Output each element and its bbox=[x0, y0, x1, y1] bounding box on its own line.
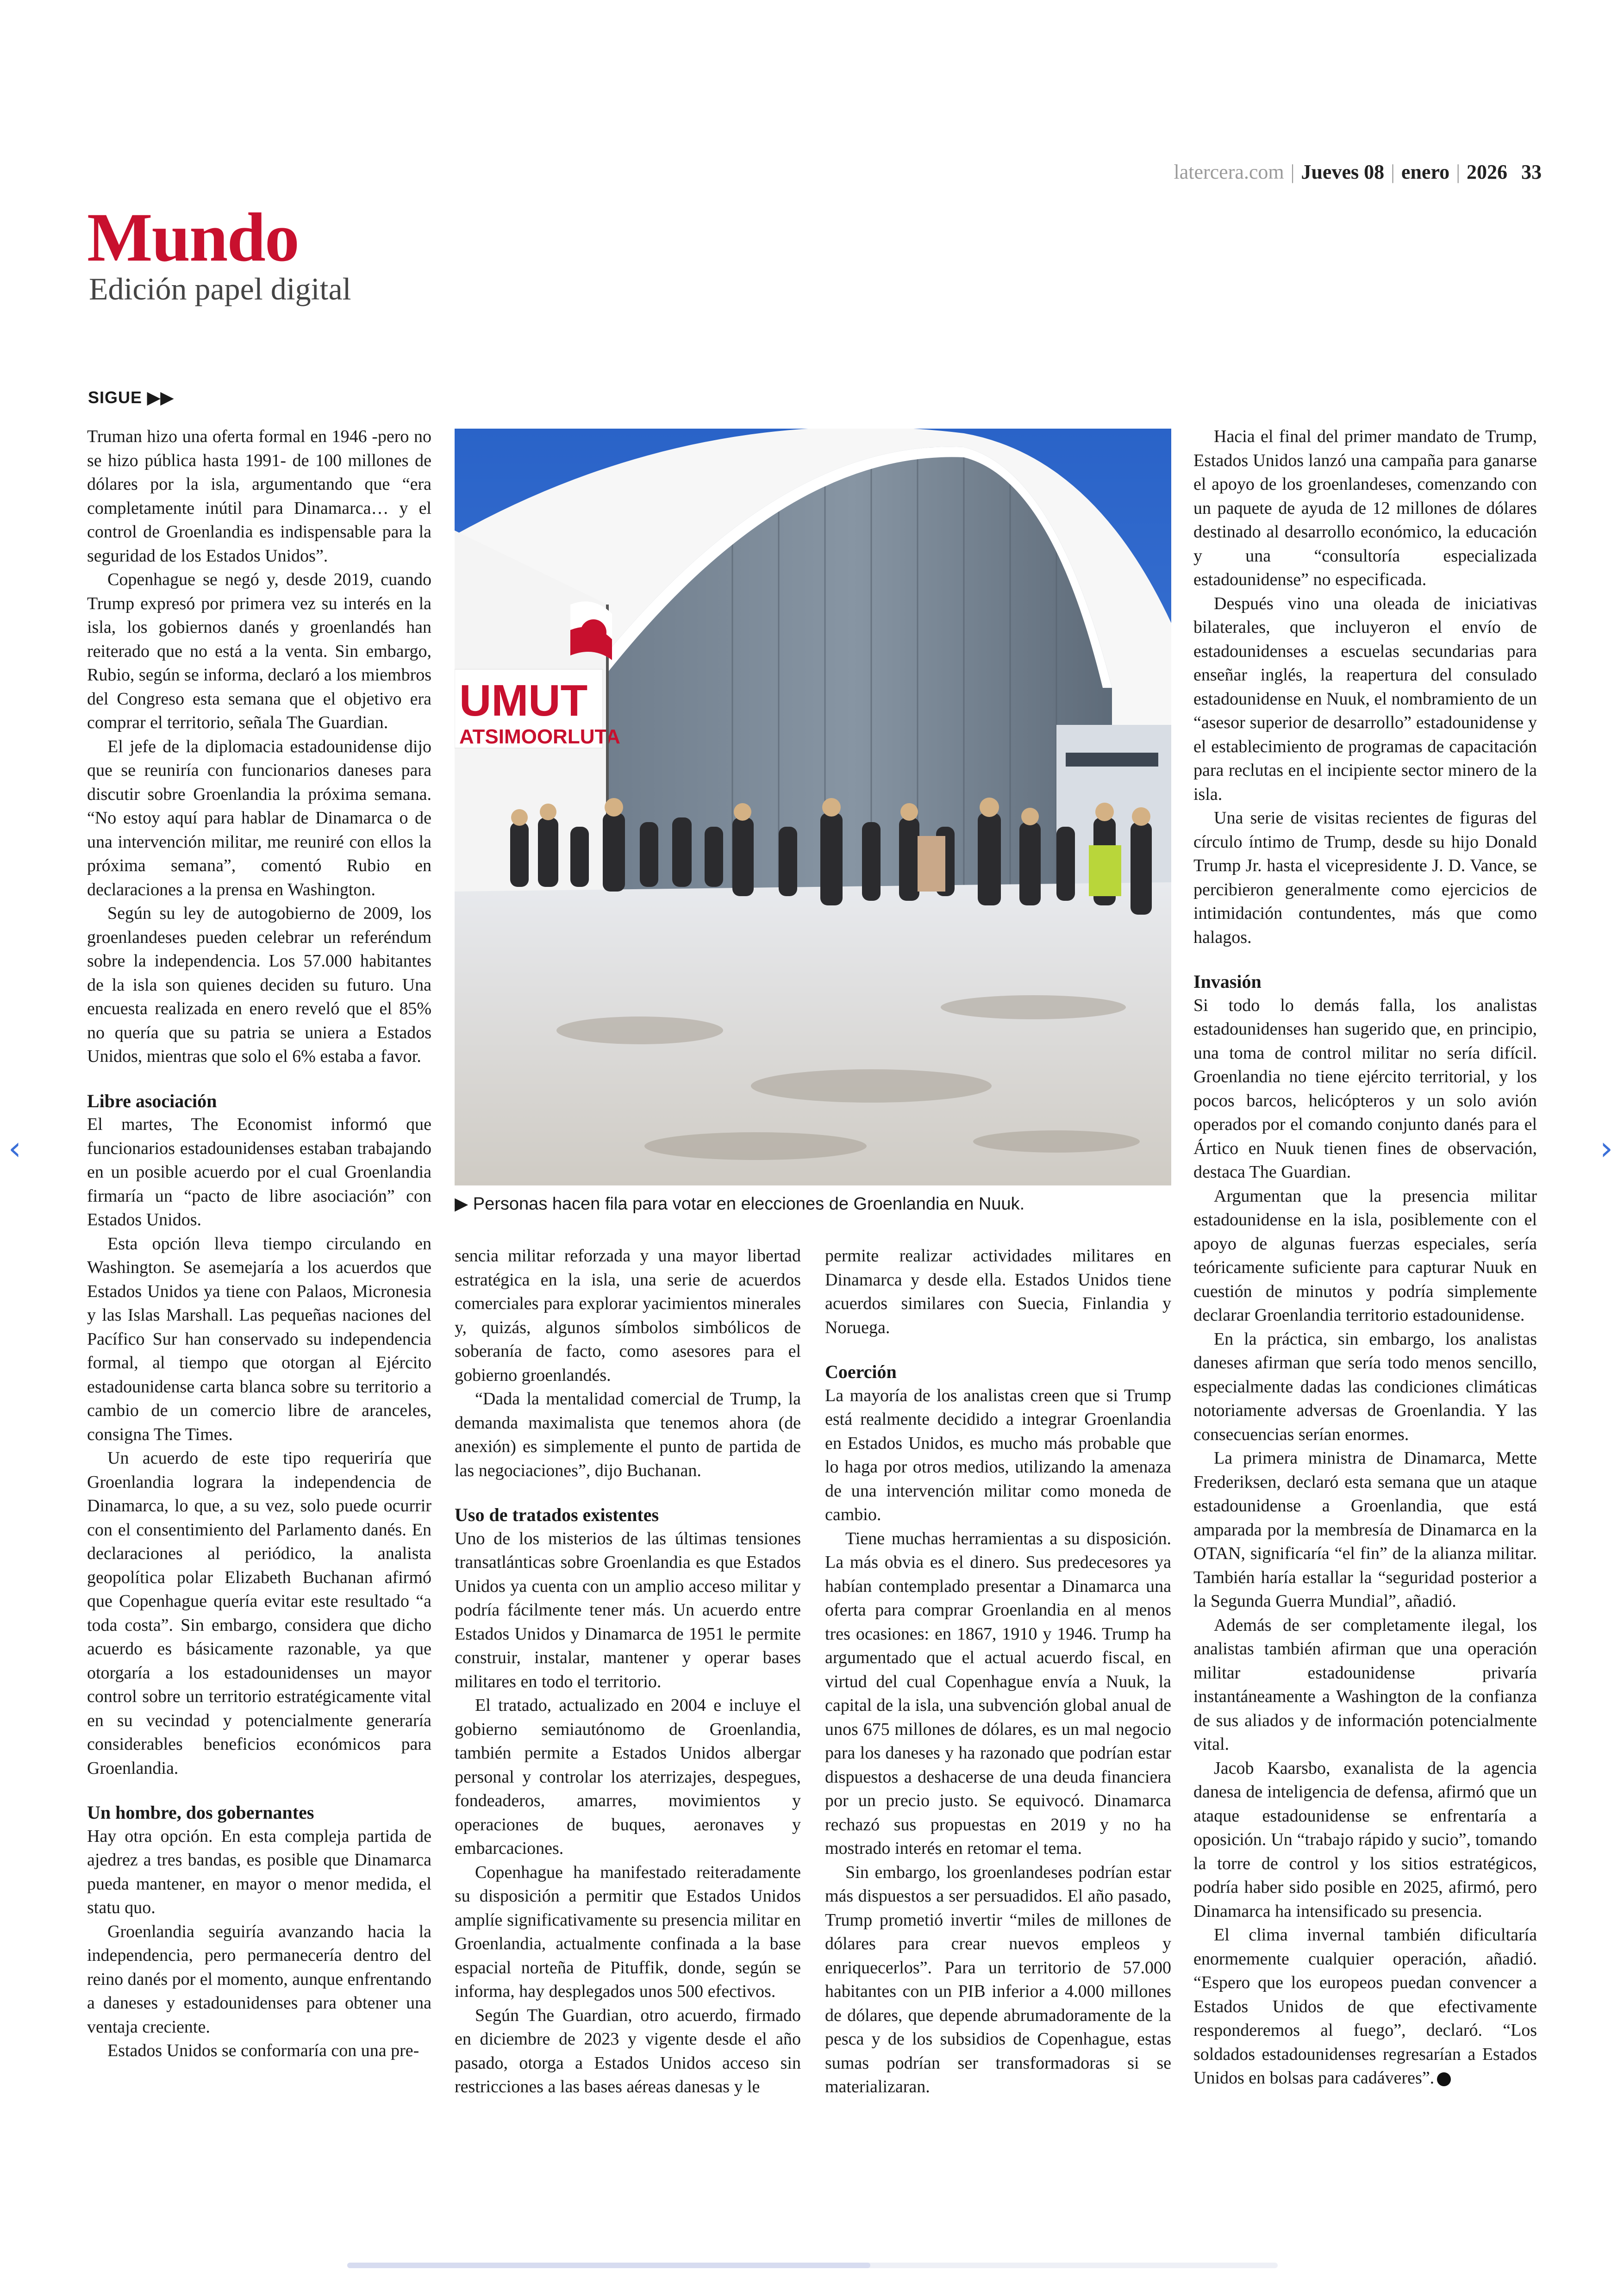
issue-month: enero bbox=[1401, 161, 1450, 183]
subheading-coercion: Coerción bbox=[825, 1361, 897, 1382]
banner-text-2: ATSIMOORLUTA bbox=[459, 725, 620, 748]
paragraph: Esta opción lleva tiempo circulando en Washington. Se asemejaría a los acuerdos que Estados Unidos ya tiene con Palaos, Micronesia y las Islas Marshall. Las pequeñas naciones del Pacífico Sur han conservado su independencia formal, al tiempo que otorgan al Ejército estadounidense carta blanca sobre su territorio a cambio de un comercio libre de aranceles, consigna The Times. bbox=[87, 1234, 431, 1444]
paragraph-text: El clima invernal también dificultaría enormemente cualquier operación, añadió. “Espero que los europeos puedan convencer a Estados Unidos de que efectivamente responderemos al fuego”, declaró. “Los soldados estadounidenses regresarían a Estados Unidos en bolsas para cadáveres”. bbox=[1193, 1925, 1537, 2088]
photo-polling-station-nuuk bbox=[455, 429, 1171, 1185]
issue-year: 2026 bbox=[1467, 161, 1507, 183]
site-name: latercera.com bbox=[1174, 161, 1284, 183]
paragraph: permite realizar actividades militares en Dinamarca y desde ella. Estados Unidos tiene acuerdos similares con Suecia, Finlandia y Noruega. bbox=[825, 1246, 1171, 1337]
horizontal-scrollbar[interactable] bbox=[347, 2263, 1278, 2268]
paragraph: Copenhague ha manifestado reiteradamente su disposición a permitir que Estados Unidos amplíe significativamente su presencia militar en Groenlandia, actualmente confinada a la base espacial norteña de Pituffik, donde, según se informa, hay desplegados unos 500 efectivos. bbox=[455, 1862, 801, 2001]
paragraph: Después vino una oleada de iniciativas bilaterales, que incluyeron el envío de estadounidenses a escuelas secundarias para enseñar inglés, la reapertura del consulado estadounidense en Nuuk, el nombramiento de un “asesor superior de desarrollo” estadounidense y el establecimiento de programas de capacitación para reclutas en el incipiente sector minero de la isla. bbox=[1193, 593, 1537, 804]
end-of-article-icon bbox=[1437, 2072, 1451, 2086]
paragraph: Además de ser completamente ilegal, los analistas también afirman que una operación militar estadounidense privaría instantáneamente a Washington de la confianza de sus aliados y de información potencialmente vital. bbox=[1193, 1615, 1537, 1754]
paragraph-last bbox=[1193, 1923, 1537, 2090]
page-header-meta: latercera.com | Jueves 08 | enero | 2026 33 bbox=[1174, 161, 1542, 183]
article-column-2 bbox=[455, 1244, 801, 2099]
issue-day: Jueves 08 bbox=[1301, 161, 1385, 183]
paragraph: Groenlandia seguiría avanzando hacia la independencia, pero permanecería dentro del reino danés por el momento, aunque enfrentando a daneses y estadounidenses para obtener una ventaja creciente. bbox=[87, 1921, 431, 2037]
article-column-3 bbox=[825, 1244, 1171, 2099]
paragraph: Tiene muchas herramientas a su disposición. La más obvia es el dinero. Sus predecesores ya habían contemplado presentar a Dinamarca una oferta para comprar Groenlandia en al menos tres ocasiones: en 1867, 1910 y 1946. Trump ha argumentado que el actual acuerdo fiscal, en virtud del cual Copenhague envía a Nuuk, la capital de la isla, una subvención global anual de unos 675 millones de dólares, es un mal negocio para los daneses y ha razonado que podrían estar dispuestos a deshacerse de una deuda financiera por un precio justo. Se equivocó. Dinamarca rechazó sus propuestas en 2019 y no ha mostrado interés en retomar el tema. bbox=[825, 1528, 1171, 1858]
paragraph: El tratado, actualizado en 2004 e incluye el gobierno semiautónomo de Groenlandia, también permite a Estados Unidos albergar personal y controlar los aterrizajes, despegues, fondeaderos, amarres, movimientos y operaciones de buques, aeronaves y embarcaciones. bbox=[455, 1696, 801, 1858]
section-subtitle: Edición papel digital bbox=[89, 271, 351, 306]
paragraph: El jefe de la diplomacia estadounidense dijo que se reuniría con funcionarios daneses para discutir sobre Groenlandia la próxima semana. “No estoy aquí para hablar de Dinamarca o de una intervención militar, me reuniré con ellos la próxima semana”, comentó Rubio en declaraciones a la prensa en Washington. bbox=[87, 736, 431, 899]
paragraph: Si todo lo demás falla, los analistas estadounidenses han sugerido que, en principio, una toma de control militar no sería difícil. Groenlandia no tiene ejército territorial, y los pocos barcos, helicópteros y un solo avión operados por el comando conjunto danés para el Ártico en Nuuk tienen fines de observación, destaca The Guardian. bbox=[1193, 995, 1537, 1182]
paragraph: La mayoría de los analistas creen que si Trump está realmente decidido a integrar Groenlandia en Estados Unidos, es mucho más probable que lo haga por otros medios, utilizando la amenaza de una intervención militar como moneda de cambio. bbox=[825, 1385, 1171, 1524]
paragraph: Truman hizo una oferta formal en 1946 -pero no se hizo pública hasta 1991- de 100 millones de dólares por la isla, argumentando que “era completamente inútil para Dinamarca… y el control de Groenlandia es indispensable para la seguridad de los Estados Unidos”. bbox=[87, 427, 431, 566]
paragraph: Uno de los misterios de las últimas tensiones transatlánticas sobre Groenlandia es que Estados Unidos ya cuenta con un amplio acceso militar y podría fácilmente tener más. Un acuerdo entre Estados Unidos y Dinamarca de 1951 le permite construir, instalar, mantener y operar bases militares en todo el territorio. bbox=[455, 1528, 801, 1691]
page-number: 33 bbox=[1521, 161, 1542, 183]
section-title: Mundo bbox=[87, 199, 299, 276]
paragraph: Según The Guardian, otro acuerdo, firmado en diciembre de 2023 y vigente desde el año pasado, otorga a Estados Unidos acceso sin restricciones a las bases aéreas danesas y le bbox=[455, 2005, 801, 2096]
paragraph: Copenhague se negó y, desde 2019, cuando Trump expresó por primera vez su interés en la isla, los gobiernos danés y groenlandés han reiterado que no está a la venta. Sin embargo, Rubio, según se informa, declaró a los miembros del Congreso esta semana que el objetivo era comprar el territorio, señala The Guardian. bbox=[87, 570, 432, 732]
subheading-uso-de-tratados: Uso de tratados existentes bbox=[455, 1504, 659, 1525]
article-photo bbox=[455, 429, 1171, 1185]
photo-caption: ▶ Personas hacen fila para votar en elecciones de Groenlandia en Nuuk. bbox=[455, 1194, 1025, 1214]
paragraph: Hacia el final del primer mandato de Trump, Estados Unidos lanzó una campaña para ganarse el apoyo de los groenlandeses, comenzando con un paquete de ayuda de 12 millones de dólares destinado al desarrollo económico, la educación y una “consultoría especializada estadounidense” no especificada. bbox=[1193, 427, 1537, 589]
previous-page-button[interactable]: ‹ bbox=[8, 1129, 21, 1167]
subheading-libre-asociacion: Libre asociación bbox=[87, 1090, 217, 1111]
paragraph: Un acuerdo de este tipo requeriría que Groenlandia lograra la independencia de Dinamarca, lo que, a su vez, solo puede ocurrir con el consentimiento del Parlamento danés. En declaraciones al periódico, la analista geopolítica polar Elizabeth Buchanan afirmó que Copenhague quería evitar este resultado “a toda costa”. Sin embargo, considera que dicho acuerdo es básicamente razonable, ya que otorgaría a los estadounidenses un mayor control sobre un territorio estratégicamente vital en su vecindad y potencialmente generaría considerables beneficios económicos para Groenlandia. bbox=[87, 1448, 431, 1778]
paragraph: Argumentan que la presencia militar estadounidense en la isla, posiblemente con el apoyo de algunas fuerzas especiales, sería teóricamente suficiente para capturar Nuuk en cuestión de minutos y podría simplemente declarar Groenlandia territorio estadounidense. bbox=[1193, 1186, 1537, 1325]
article-column-4 bbox=[1193, 425, 1537, 2090]
paragraph: “Dada la mentalidad comercial de Trump, la demanda maximalista que tenemos ahora (de anexión) es simplemente el punto de partida de las negociaciones”, dijo Buchanan. bbox=[455, 1389, 801, 1480]
article-column-1 bbox=[87, 425, 431, 2063]
subheading-un-hombre-dos-gobernantes: Un hombre, dos gobernantes bbox=[87, 1802, 314, 1823]
next-page-button[interactable]: › bbox=[1600, 1129, 1613, 1167]
paragraph: Hay otra opción. En esta compleja partida de ajedrez a tres bandas, es posible que Dinamarca pueda mantener, en mayor o menor medida, el statu quo. bbox=[87, 1826, 431, 1917]
banner-text-1: UMUT bbox=[459, 676, 588, 725]
paragraph: En la práctica, sin embargo, los analistas daneses afirman que sería todo menos sencillo, especialmente dadas las condiciones climáticas notoriamente adversas de Groenlandia. Y las consecuencias serían enormes. bbox=[1193, 1329, 1537, 1444]
paragraph: El martes, The Economist informó que funcionarios estadounidenses estaban trabajando en un posible acuerdo por el cual Groenlandia firmaría un “pacto de libre asociación” con Estados Unidos. bbox=[87, 1115, 431, 1229]
subheading-invasion: Invasión bbox=[1193, 971, 1262, 992]
paragraph: Sin embargo, los groenlandeses podrían estar más dispuestos a ser persuadidos. El año pasado, Trump prometió invertir “miles de millones de dólares para crear nuevos empleos y enriquecerlos”. Para un territorio de 57.000 habitantes con un PIB inferior a 4.000 millones de dólares, que depende abrumadoramente de la pesca y de los subsidios de Copenhague, estas sumas podrían ser transformadoras si se materializaran. bbox=[825, 1862, 1171, 2096]
paragraph: Según su ley de autogobierno de 2009, los groenlandeses pueden celebrar un referéndum sobre la independencia. Los 57.000 habitantes de la isla son quienes deciden su futuro. Una encuesta realizada en enero reveló que el 85% no quería que su patria se uniera a Estados Unidos, mientras que solo el 6% estaba a favor. bbox=[87, 904, 431, 1066]
continue-label: SIGUE ▶▶ bbox=[88, 388, 174, 407]
paragraph: Estados Unidos se conformaría con una pre- bbox=[107, 2041, 419, 2060]
paragraph: La primera ministra de Dinamarca, Mette Frederiksen, declaró esta semana que un ataque estadounidense a Groenlandia, que está amparada por la membresía de Dinamarca en la OTAN, significaría “el fin” de la alianza militar. También haría estallar la “seguridad posterior a la Segunda Guerra Mundial”, añadió. bbox=[1193, 1448, 1537, 1611]
paragraph: Una serie de visitas recientes de figuras del círculo íntimo de Trump, desde su hijo Donald Trump Jr. hasta el vicepresidente J. D. Vance, se percibieron generalmente como ejercicios de intimidación contundentes, más que como halagos. bbox=[1193, 808, 1537, 947]
paragraph: sencia militar reforzada y una mayor libertad estratégica en la isla, una serie de acuerdos comerciales para explorar yacimientos minerales y, quizás, algunos símbolos simbólicos de soberanía de facto, como asesores para el gobierno groenlandés. bbox=[455, 1246, 801, 1385]
paragraph: Jacob Kaarsbo, exanalista de la agencia danesa de inteligencia de defensa, afirmó que un ataque estadounidense se enfrentaría a oposición. Un “trabajo rápido y sucio”, tomando la torre de control y los sitios estratégicos, podría haber sido posible en 2025, afirmó, pero Dinamarca ha intensificado su presencia. bbox=[1193, 1758, 1537, 1921]
scrollbar-thumb[interactable] bbox=[347, 2263, 870, 2268]
